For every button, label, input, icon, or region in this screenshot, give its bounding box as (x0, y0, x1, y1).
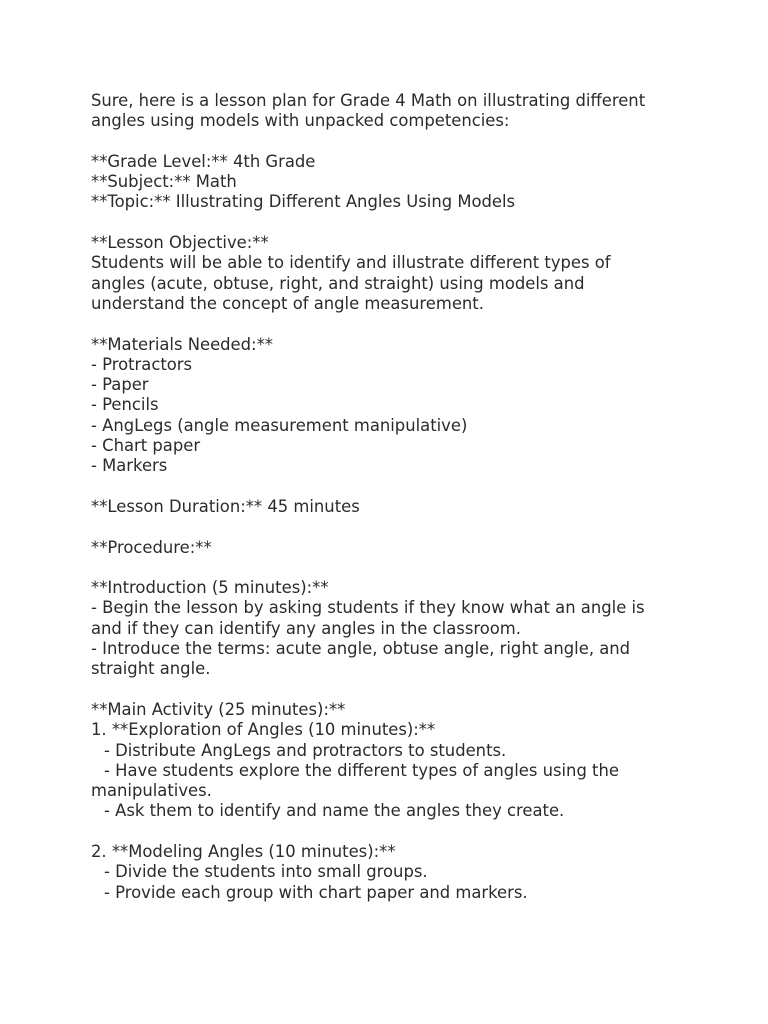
introduction-line-1: - Begin the lesson by asking students if they know what an angle is (91, 598, 645, 618)
materials-item: - Markers (91, 456, 168, 476)
spacer (91, 132, 691, 152)
exploration-heading: 1. **Exploration of Angles (10 minutes):** (91, 720, 436, 740)
spacer (91, 314, 691, 334)
objective-line-2: angles (acute, obtuse, right, and straight) using models and (91, 273, 585, 293)
modeling-heading: 2. **Modeling Angles (10 minutes):** (91, 841, 396, 861)
materials-item: - Chart paper (91, 436, 201, 456)
objective-heading: **Lesson Objective:** (91, 233, 269, 253)
materials-item: - AngLegs (angle measurement manipulative) (91, 415, 468, 435)
spacer (91, 477, 691, 497)
modeling-line-1: - Divide the students into small groups. (104, 862, 428, 882)
modeling-line-2: - Provide each group with chart paper and markers. (104, 882, 528, 902)
lesson-plan-document (91, 91, 691, 903)
intro-line-2: angles using models with unpacked competencies: (91, 111, 510, 131)
exploration-line-1: - Distribute AngLegs and protractors to students. (104, 740, 507, 760)
topic: **Topic:** Illustrating Different Angles Using Models (91, 192, 516, 212)
main-activity-heading: **Main Activity (25 minutes):** (91, 699, 346, 719)
exploration-line-2: - Have students explore the different types of angles using the (104, 760, 619, 780)
spacer (91, 517, 691, 537)
materials-item: - Protractors (91, 354, 193, 374)
introduction-line-3: - Introduce the terms: acute angle, obtuse angle, right angle, and (91, 639, 631, 659)
objective-line-3: understand the concept of angle measurement. (91, 293, 484, 313)
objective-line-1: Students will be able to identify and illustrate different types of (91, 253, 611, 273)
exploration-line-3: - Ask them to identify and name the angles they create. (104, 801, 565, 821)
spacer (91, 822, 691, 842)
spacer (91, 558, 691, 578)
intro-line-1: Sure, here is a lesson plan for Grade 4 Math on illustrating different (91, 91, 646, 110)
spacer (91, 213, 691, 233)
exploration-line-2-cont: manipulatives. (91, 781, 212, 801)
introduction-heading: **Introduction (5 minutes):** (91, 578, 329, 598)
materials-heading: **Materials Needed:** (91, 334, 273, 354)
procedure-heading: **Procedure:** (91, 537, 212, 557)
introduction-line-4: straight angle. (91, 659, 211, 679)
subject: **Subject:** Math (91, 172, 237, 192)
materials-item: - Pencils (91, 395, 159, 415)
grade-level: **Grade Level:** 4th Grade (91, 151, 316, 171)
materials-item: - Paper (91, 375, 149, 395)
spacer (91, 680, 691, 700)
lesson-duration: **Lesson Duration:** 45 minutes (91, 496, 360, 516)
introduction-line-2: and if they can identify any angles in the classroom. (91, 618, 521, 638)
